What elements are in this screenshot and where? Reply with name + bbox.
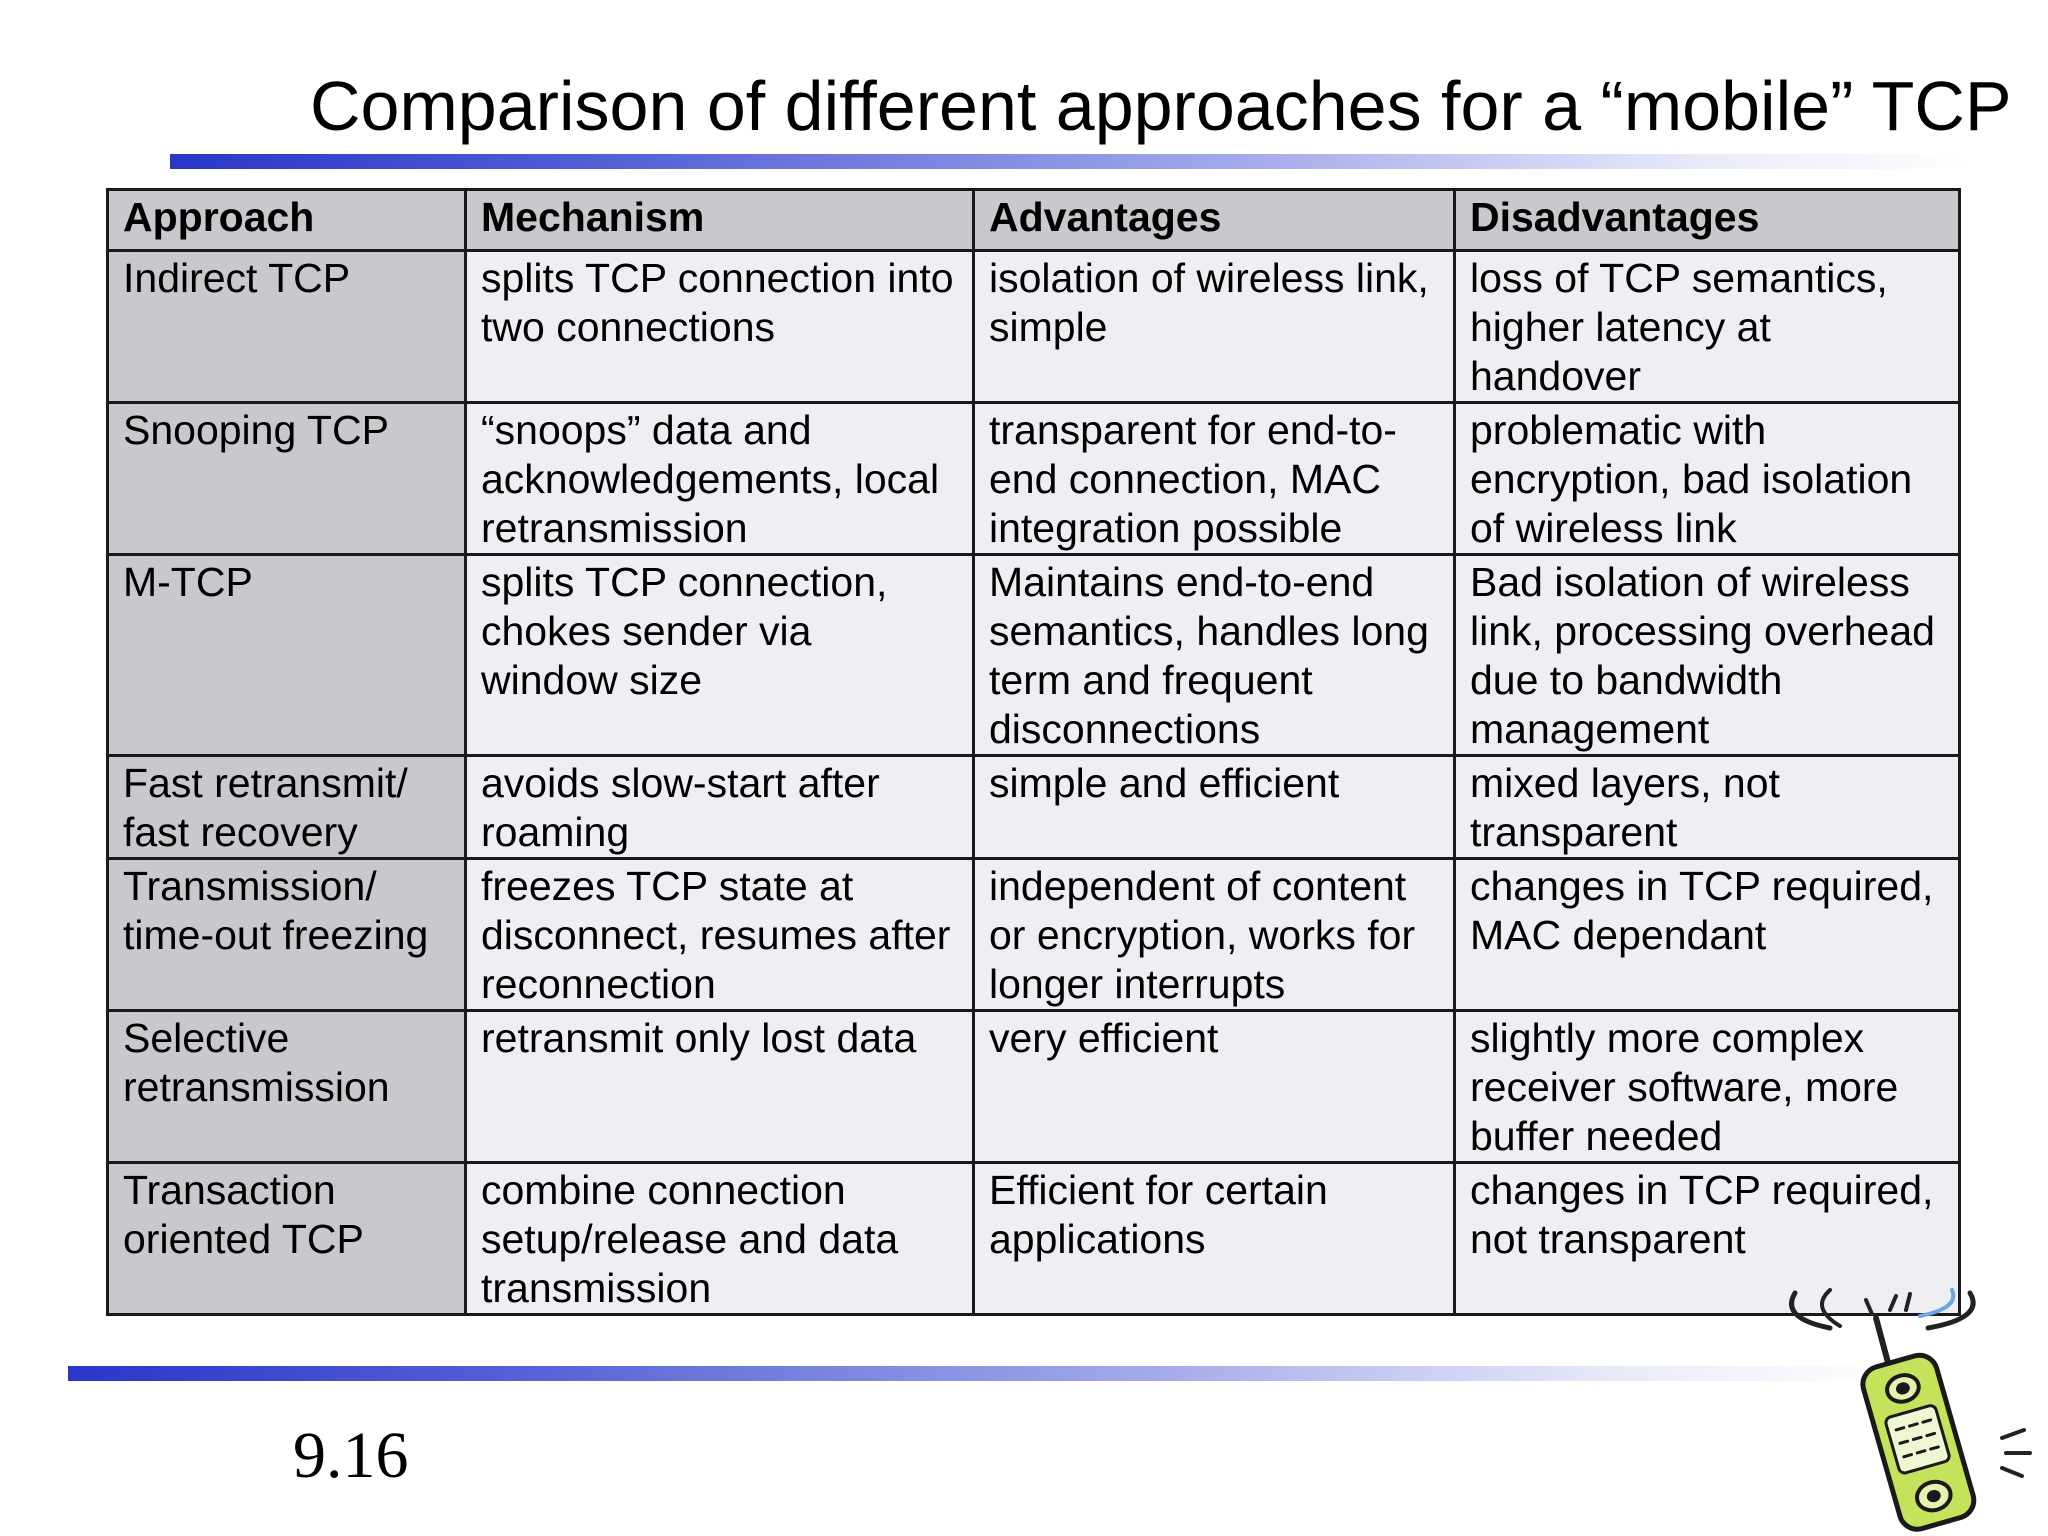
approach-cell: Selective retransmission bbox=[108, 1011, 466, 1163]
mechanism-cell: freezes TCP state at disconnect, resumes after reconnection bbox=[466, 859, 974, 1011]
table-row bbox=[108, 251, 1960, 403]
table-row bbox=[108, 555, 1960, 756]
advantages-cell: Maintains end-to-end semantics, handles long term and frequent disconnections bbox=[974, 555, 1455, 756]
approach-cell: Transaction oriented TCP bbox=[108, 1163, 466, 1315]
advantages-cell: transparent for end-to-end connection, MAC integration possible bbox=[974, 403, 1455, 555]
disadvantages-cell: mixed layers, not transparent bbox=[1455, 756, 1960, 859]
table-row bbox=[108, 756, 1960, 859]
advantages-cell: isolation of wireless link, simple bbox=[974, 251, 1455, 403]
comparison-table bbox=[106, 188, 1961, 1316]
disadvantages-cell: loss of TCP semantics, higher latency at handover bbox=[1455, 251, 1960, 403]
table-header-row bbox=[108, 190, 1960, 251]
mechanism-cell: retransmit only lost data bbox=[466, 1011, 974, 1163]
disadvantages-cell: problematic with encryption, bad isolation of wireless link bbox=[1455, 403, 1960, 555]
table-row bbox=[108, 859, 1960, 1011]
disadvantages-cell: slightly more complex receiver software, more buffer needed bbox=[1455, 1011, 1960, 1163]
header-approach: Approach bbox=[108, 190, 466, 251]
footer-bar bbox=[68, 1366, 1888, 1381]
advantages-cell: simple and efficient bbox=[974, 756, 1455, 859]
approach-cell: Snooping TCP bbox=[108, 403, 466, 555]
disadvantages-cell: changes in TCP required, MAC dependant bbox=[1455, 859, 1960, 1011]
mechanism-cell: splits TCP connection, chokes sender via window size bbox=[466, 555, 974, 756]
mechanism-cell: splits TCP connection into two connections bbox=[466, 251, 974, 403]
mechanism-cell: avoids slow-start after roaming bbox=[466, 756, 974, 859]
approach-cell: Transmission/ time-out freezing bbox=[108, 859, 466, 1011]
approach-cell: Indirect TCP bbox=[108, 251, 466, 403]
header-disadvantages: Disadvantages bbox=[1455, 190, 1960, 251]
header-advantages: Advantages bbox=[974, 190, 1455, 251]
mechanism-cell: combine connection setup/release and data transmission bbox=[466, 1163, 974, 1315]
page-number: 9.16 bbox=[293, 1419, 409, 1492]
advantages-cell: Efficient for certain applications bbox=[974, 1163, 1455, 1315]
slide-title: Comparison of different approaches for a “mobile” TCP bbox=[310, 67, 2012, 145]
disadvantages-cell: Bad isolation of wireless link, processing overhead due to bandwidth management bbox=[1455, 555, 1960, 756]
disadvantages-cell: changes in TCP required, not transparent bbox=[1455, 1163, 1960, 1315]
header-mechanism: Mechanism bbox=[466, 190, 974, 251]
advantages-cell: independent of content or encryption, works for longer interrupts bbox=[974, 859, 1455, 1011]
approach-cell: Fast retransmit/ fast recovery bbox=[108, 756, 466, 859]
mechanism-cell: “snoops” data and acknowledgements, local retransmission bbox=[466, 403, 974, 555]
approach-cell: M-TCP bbox=[108, 555, 466, 756]
table-row bbox=[108, 1011, 1960, 1163]
table-row bbox=[108, 1163, 1960, 1315]
table-row bbox=[108, 403, 1960, 555]
mobile-phone-clipart-icon bbox=[1770, 1288, 2040, 1536]
advantages-cell: very efficient bbox=[974, 1011, 1455, 1163]
title-underline-bar bbox=[170, 154, 1970, 169]
